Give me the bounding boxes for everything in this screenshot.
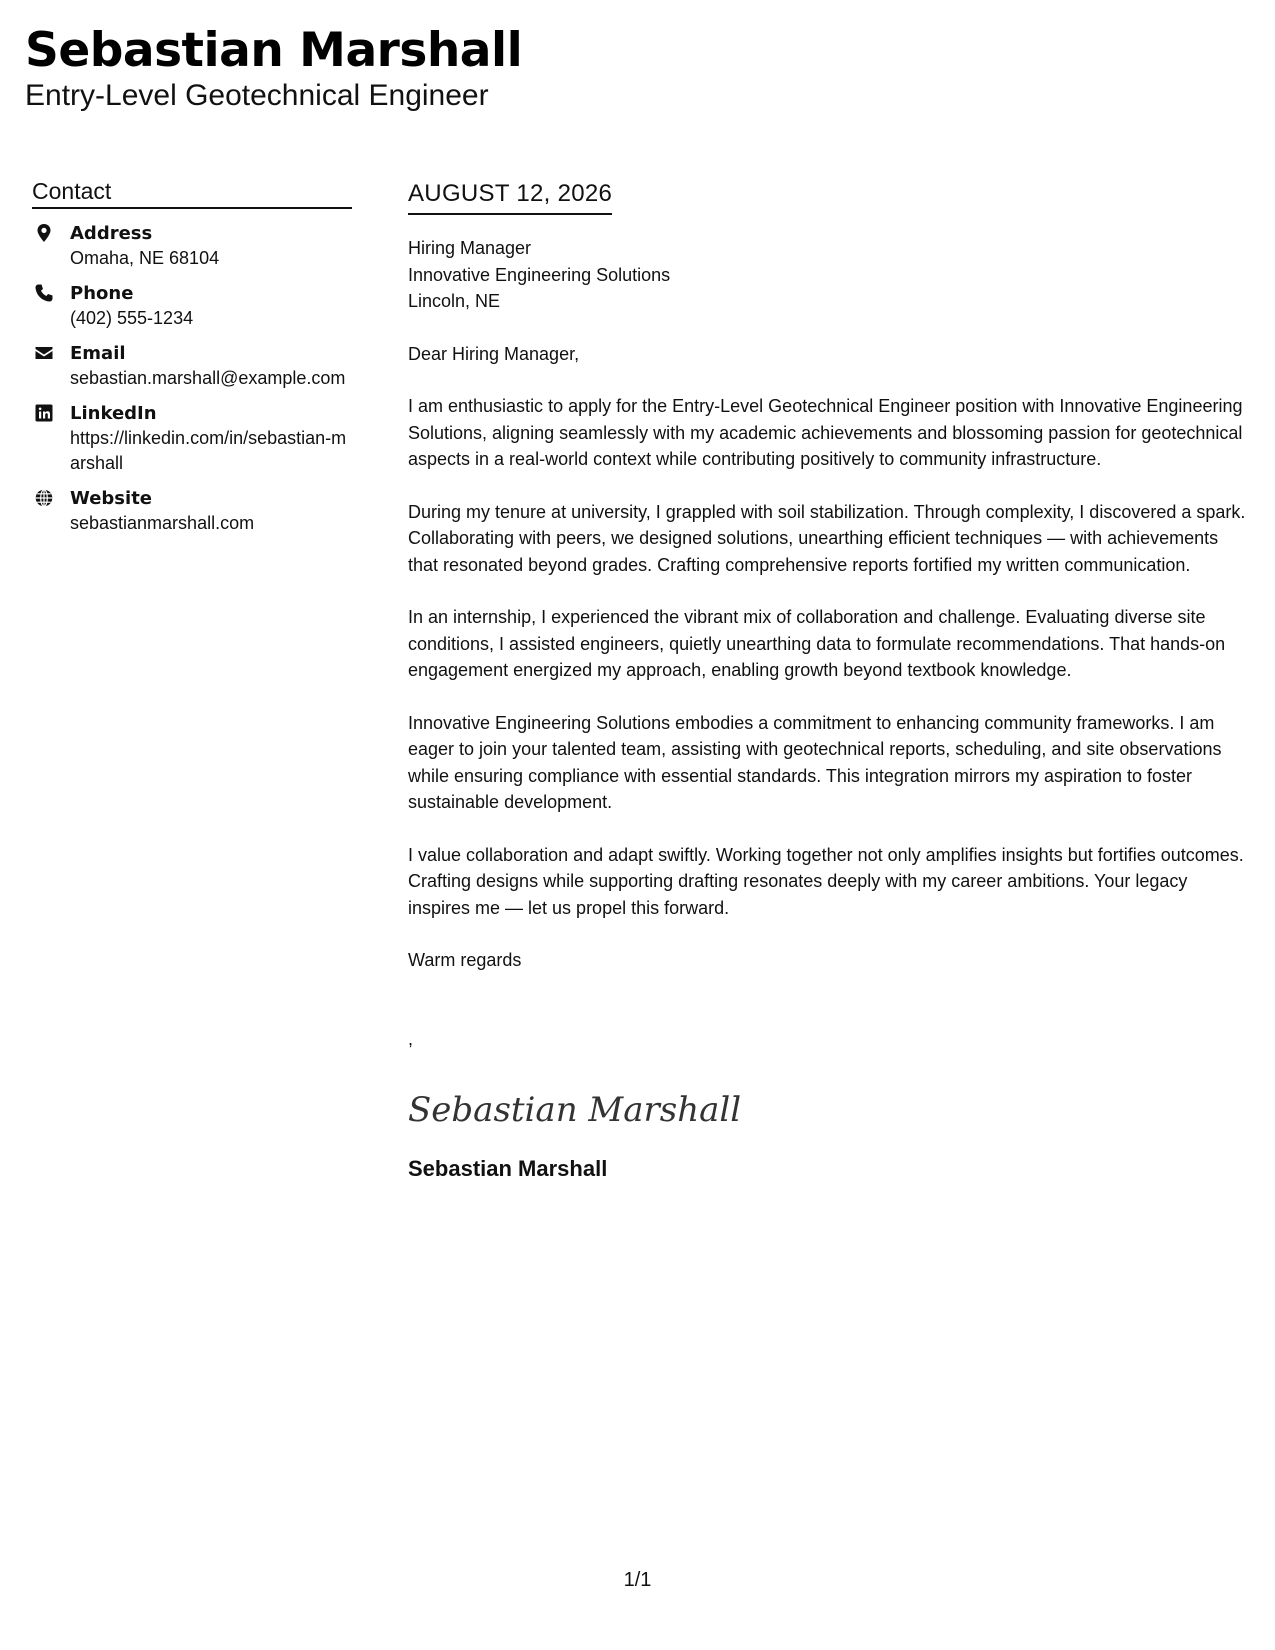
letter-paragraph: I value collaboration and adapt swiftly. Working together not only amplifies insights but fortifies outcomes. Crafting designs while supporting drafting resonates deeply with my career ambitions. Your legacy inspires me — let us propel this forward.: [408, 844, 1244, 918]
recipient-company: Innovative Engineering Solutions: [408, 264, 671, 285]
contact-item-website: [32, 486, 352, 536]
globe-icon: [34, 488, 56, 510]
contact-label: Email: [70, 343, 126, 364]
recipient-block: [408, 235, 1248, 315]
contact-label: Address: [70, 223, 153, 244]
contact-label: LinkedIn: [70, 403, 157, 424]
closing-comma: ,: [408, 1028, 414, 1049]
contact-item-linkedin: [32, 401, 352, 476]
letter-paragraph: During my tenure at university, I grappled with soil stabilization. Through complexity, I discovered a spark. Collaborating with peers, we designed solutions, unearthing efficient techniques — with achievements that resonated beyond grades. Crafting comprehensive reports fortified my written communication.: [408, 501, 1246, 575]
contact-item-phone: [32, 281, 352, 331]
contact-label: Website: [70, 488, 153, 509]
letter-paragraph: Innovative Engineering Solutions embodies a commitment to enhancing community frameworks. I am eager to join your talented team, assisting with geotechnical reports, scheduling, and site observations while ensuring compliance with essential standards. This integration mirrors my aspiration to foster sustainable development.: [408, 712, 1222, 812]
recipient-name: Hiring Manager: [408, 238, 532, 258]
phone-value: (402) 555-1234: [70, 308, 194, 328]
contact-item-address: [32, 221, 352, 271]
email-value[interactable]: sebastian.marshall@example.com: [70, 368, 346, 388]
envelope-icon: [34, 343, 56, 365]
letter-paragraph: I am enthusiastic to apply for the Entry-Level Geotechnical Engineer position with Innovative Engineering Solutions, aligning seamlessly with my academic achievements and blossoming passion for geotechnical aspects in a real-world context while contributing positively to community infrastructure.: [408, 396, 1243, 469]
letter-paragraph: In an internship, I experienced the vibrant mix of collaboration and challenge. Evaluating diverse site conditions, I assisted engineers, quietly unearthing data to formulate recommendations. That hands-on engagement energized my approach, enabling growth beyond textbook knowledge.: [408, 607, 1226, 680]
letter-body: [408, 176, 1248, 1184]
linkedin-icon: [34, 403, 56, 425]
map-pin-icon: [34, 223, 56, 245]
closing: Warm regards: [408, 950, 522, 970]
page-number: 1/1: [623, 1569, 652, 1591]
contact-heading: Contact: [32, 176, 352, 209]
resume-header: [25, 22, 522, 114]
linkedin-value[interactable]: https://linkedin.com/in/sebastian-marshall: [70, 428, 347, 473]
contact-label: Phone: [70, 283, 134, 304]
handwritten-signature: Sebastian Marshall: [408, 1090, 742, 1130]
signed-name: Sebastian Marshall: [408, 1156, 608, 1181]
letter-date: AUGUST 12, 2026: [408, 176, 612, 215]
salutation: Dear Hiring Manager,: [408, 343, 580, 364]
website-value[interactable]: sebastianmarshall.com: [70, 513, 255, 533]
recipient-location: Lincoln, NE: [408, 291, 501, 311]
phone-icon: [34, 283, 56, 305]
contact-sidebar: [32, 176, 352, 546]
applicant-name: Sebastian Marshall: [25, 23, 523, 78]
job-title: Entry-Level Geotechnical Engineer: [25, 79, 489, 112]
contact-item-email: [32, 341, 352, 391]
address-value: Omaha, NE 68104: [70, 248, 220, 268]
